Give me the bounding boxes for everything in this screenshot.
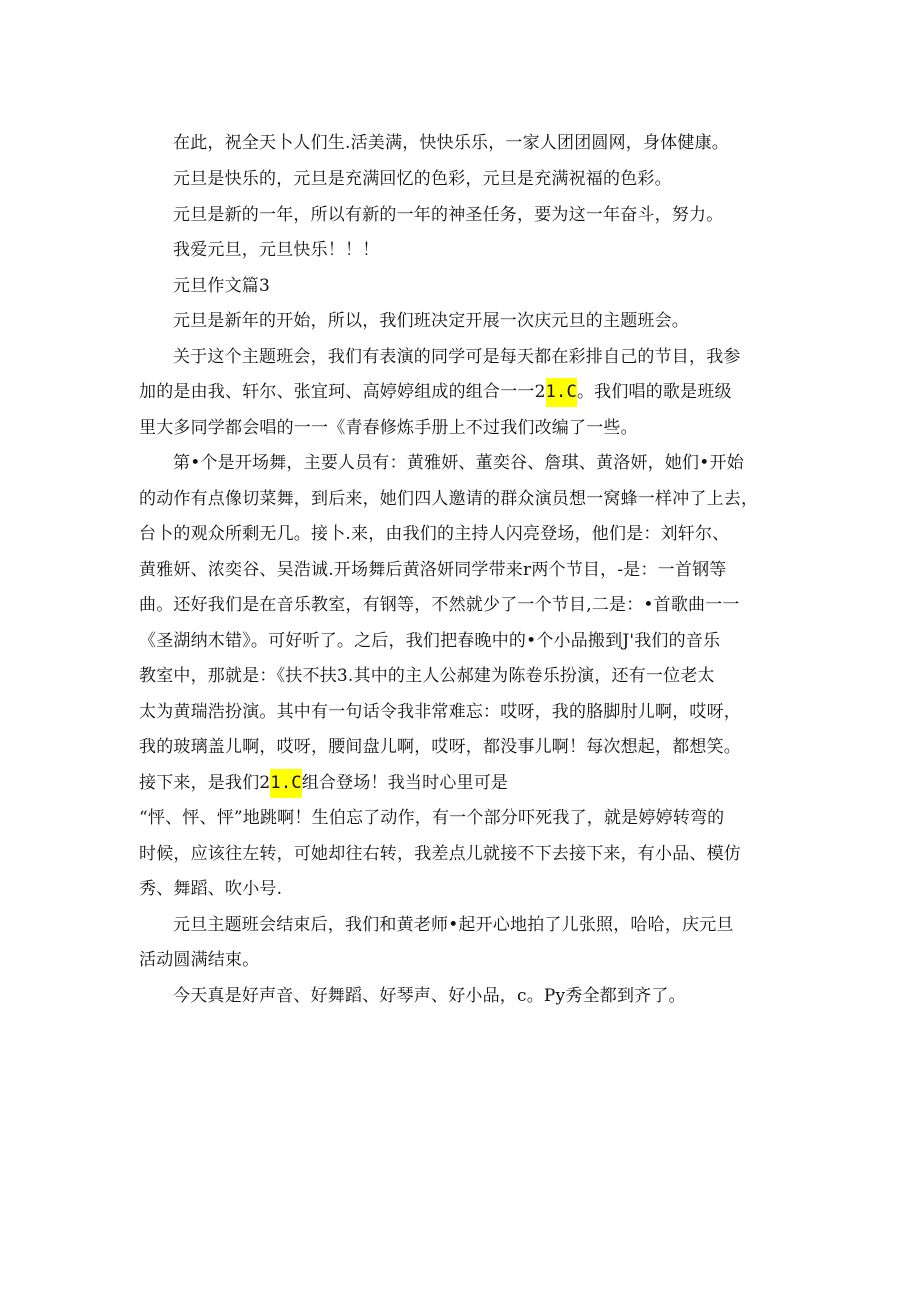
text-run: 接下来，是我们2 (139, 773, 271, 793)
paragraph-line: 《圣湖纳木错》。可好听了。之后，我们把春晚中的•个小品搬到J'我们的音乐 (139, 631, 721, 651)
paragraph-line: 活动圆满结束。 (139, 950, 260, 970)
paragraph-line: 太为黄瑞浩扮演。其中有一句话令我非常难忘：哎呀，我的胳脚肘儿啊，哎呀， (139, 702, 741, 722)
paragraph-line: 曲。还好我们是在音乐教室，有钢等，不然就少了一个节目,二是：•首歌曲一一 (139, 595, 740, 615)
paragraph-line: 的动作有点像切菜舞，到后来，她们四人邀请的群众演员想一窝蜂一样冲了上去， (139, 489, 759, 509)
paragraph-line: 教室中，那就是：《扶不扶3.其中的主人公郝建为陈卷乐扮演，还有一位老太 (139, 666, 715, 686)
highlighted-text: 1.C (270, 769, 301, 798)
highlighted-text: 1.C (546, 378, 577, 407)
paragraph-line: 今天真是好声音、好舞蹈、好琴声、好小品，c。Py秀全都到齐了。 (173, 986, 686, 1006)
paragraph-line (139, 380, 732, 404)
section-heading: 元旦作文篇3 (173, 276, 271, 296)
paragraph-line: 在此，祝全天卜人们生.活美满，快快乐乐，一家人团团圆网，身体健康。 (173, 133, 730, 153)
paragraph-line: 关于这个主题班会，我们有表演的同学可是每天都在彩排自己的节目，我参 (173, 347, 741, 367)
paragraph-line: 秀、舞蹈、吹小号. (139, 879, 283, 899)
paragraph-line (139, 771, 508, 795)
paragraph-line: 元旦主题班会结束后，我们和黄老师•起开心地拍了儿张照，哈哈，庆元旦 (173, 915, 734, 935)
text-run: 加的是由我、轩尔、张宜珂、高婷婷组成的组合一一2 (139, 382, 546, 402)
paragraph-line: “怦、怦、怦”地跳啊！生伯忘了动作，有一个部分吓死我了，就是婷婷转弯的 (139, 808, 725, 828)
paragraph-line: 我爱元旦，元旦快乐！！！ (173, 240, 380, 260)
paragraph-line: 里大多同学都会唱的一一《青春修炼手册上不过我们改编了一些。 (139, 418, 638, 438)
paragraph-line: 时候，应该往左转，可她却往右转，我差点儿就接不下去接下来，有小品、模仿 (139, 844, 741, 864)
paragraph-line: 元旦是新的一年，所以有新的一年的神圣任务，要为这一年奋斗，努力。 (173, 205, 724, 225)
text-run: 组合登场！我当时心里可是 (301, 773, 509, 793)
paragraph-line: 黄雅妍、浓奕谷、吴浩诚.开场舞后黄洛妍同学带来r两个节目，-是：一首钢等 (139, 560, 727, 580)
paragraph-line: 第•个是开场舞，主要人员有：黄雅妍、董奕谷、詹琪、黄洛妍，她们•开始 (173, 453, 744, 473)
text-run: 。我们唱的歌是班级 (576, 382, 732, 402)
paragraph-line: 台卜的观众所剩无几。接卜.来，由我们的主持人闪亮登场，他们是：刘轩尔、 (139, 524, 730, 544)
paragraph-line: 元旦是新年的开始，所以，我们班决定开展一次庆元旦的主题班会。 (173, 311, 689, 331)
paragraph-line: 元旦是快乐的，元旦是充满回忆的色彩，元旦是充满祝福的色彩。 (173, 169, 672, 189)
paragraph-line: 我的玻璃盖儿啊，哎呀，腰间盘儿啊，哎呀，都没事儿啊！每次想起，都想笑。 (139, 737, 741, 757)
